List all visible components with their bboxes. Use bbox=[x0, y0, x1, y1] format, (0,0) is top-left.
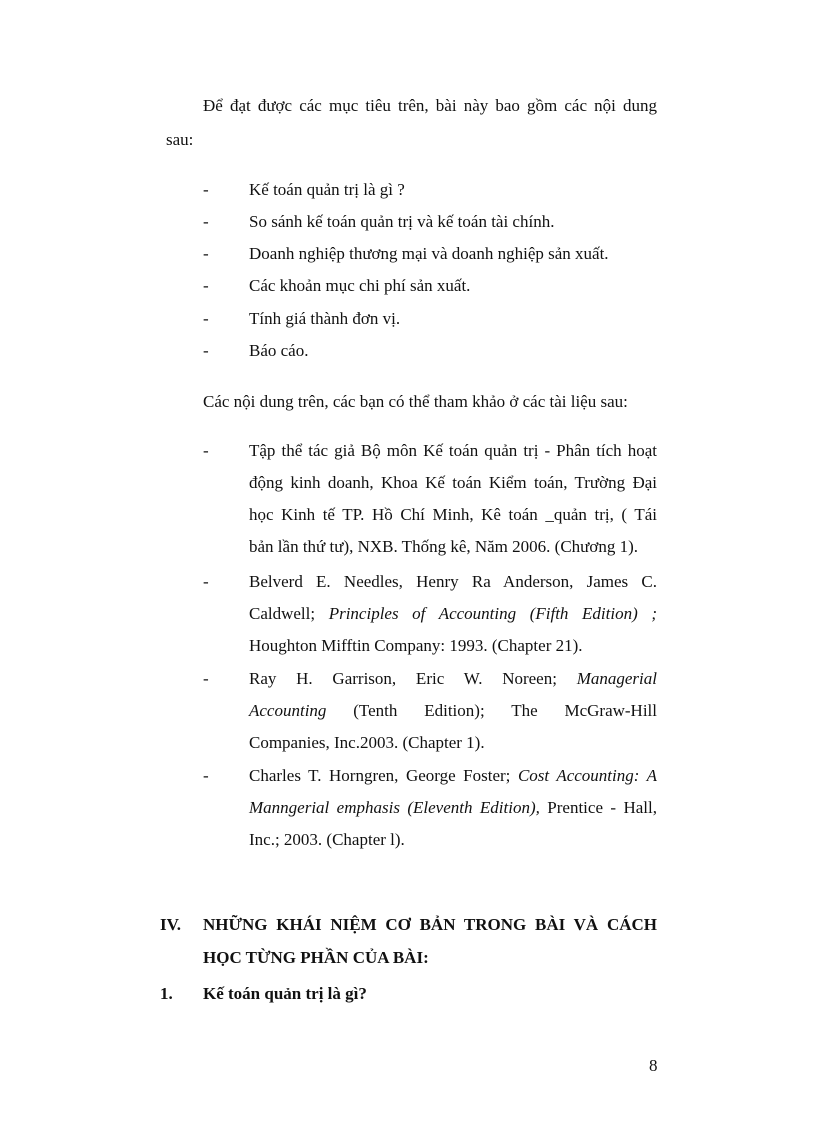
reference-row: học Kinh tế TP. Hồ Chí Minh, Kê toán _quản trị, ( Tái bbox=[249, 505, 657, 524]
reference-authors: Caldwell; bbox=[249, 604, 329, 623]
reference-text bbox=[249, 572, 657, 668]
list-item-text: Kế toán quản trị là gì ? bbox=[249, 180, 405, 199]
list-dash: - bbox=[203, 309, 209, 328]
intro-line-1: Để đạt được các mục tiêu trên, bài này bao gồm các nội dung bbox=[203, 96, 657, 115]
reference-row: Houghton Mifftin Company: 1993. (Chapter 21). bbox=[249, 636, 583, 655]
list-dash: - bbox=[203, 244, 209, 263]
reference-book-title: Cost Accounting: A bbox=[517, 766, 658, 785]
list-item-text: Các khoản mục chi phí sản xuất. bbox=[249, 276, 471, 295]
references-intro: Các nội dung trên, các bạn có thể tham khảo ở các tài liệu sau: bbox=[203, 392, 628, 411]
list-dash: - bbox=[203, 180, 209, 199]
reference-authors: Charles T. Horngren, George Foster; bbox=[249, 766, 518, 785]
reference-row: Companies, Inc.2003. (Chapter 1). bbox=[249, 733, 485, 752]
page-number: 8 bbox=[649, 1056, 658, 1075]
reference-text bbox=[249, 766, 657, 862]
reference-row bbox=[249, 798, 657, 830]
reference-book-title: Managerial bbox=[576, 669, 657, 688]
reference-row: bản lần thứ tư), NXB. Thống kê, Năm 2006. (Chương 1). bbox=[249, 537, 639, 556]
reference-book-title: Accounting bbox=[249, 701, 327, 720]
subsection-title: Kế toán quản trị là gì? bbox=[203, 984, 367, 1003]
reference-row: Belverd E. Needles, Henry Ra Anderson, James C. bbox=[249, 572, 657, 591]
list-dash: - bbox=[203, 212, 209, 231]
list-dash: - bbox=[203, 341, 209, 360]
list-dash: - bbox=[203, 276, 209, 295]
reference-book-title: Manngerial emphasis (Eleventh Edition), bbox=[249, 798, 540, 817]
reference-row: động kinh doanh, Khoa Kế toán Kiểm toán, Trường Đại bbox=[249, 473, 657, 492]
list-dash: - bbox=[203, 766, 209, 785]
reference-row bbox=[249, 766, 657, 798]
list-item-text: Tính giá thành đơn vị. bbox=[249, 309, 401, 328]
reference-row: Inc.; 2003. (Chapter l). bbox=[249, 830, 405, 849]
reference-book-title: Principles of Accounting (Fifth Edition) ; bbox=[328, 604, 657, 623]
reference-row: Tập thể tác giả Bộ môn Kế toán quản trị - Phân tích hoạt bbox=[249, 441, 657, 460]
intro-line-2: sau: bbox=[166, 130, 194, 149]
reference-edition: (Tenth Edition); The McGraw-Hill bbox=[326, 701, 657, 720]
reference-publisher: Prentice - Hall, bbox=[539, 798, 657, 817]
reference-authors: Ray H. Garrison, Eric W. Noreen; bbox=[249, 669, 577, 688]
reference-row bbox=[249, 604, 657, 636]
list-dash: - bbox=[203, 441, 209, 460]
reference-row bbox=[249, 669, 657, 701]
list-item-text: Báo cáo. bbox=[249, 341, 309, 360]
reference-text bbox=[249, 441, 657, 569]
reference-text bbox=[249, 669, 657, 765]
section-number: IV. bbox=[160, 915, 181, 934]
list-item-text: Doanh nghiệp thương mại và doanh nghiệp sản xuất. bbox=[249, 244, 609, 263]
section-title-line-2: HỌC TỪNG PHẦN CỦA BÀI: bbox=[203, 948, 429, 967]
list-item-text: So sánh kế toán quản trị và kế toán tài chính. bbox=[249, 212, 555, 231]
reference-row bbox=[249, 701, 657, 733]
list-dash: - bbox=[203, 669, 209, 688]
subsection-number: 1. bbox=[160, 984, 173, 1003]
list-dash: - bbox=[203, 572, 209, 591]
section-title-line-1: NHỮNG KHÁI NIỆM CƠ BẢN TRONG BÀI VÀ CÁCH bbox=[203, 915, 657, 934]
